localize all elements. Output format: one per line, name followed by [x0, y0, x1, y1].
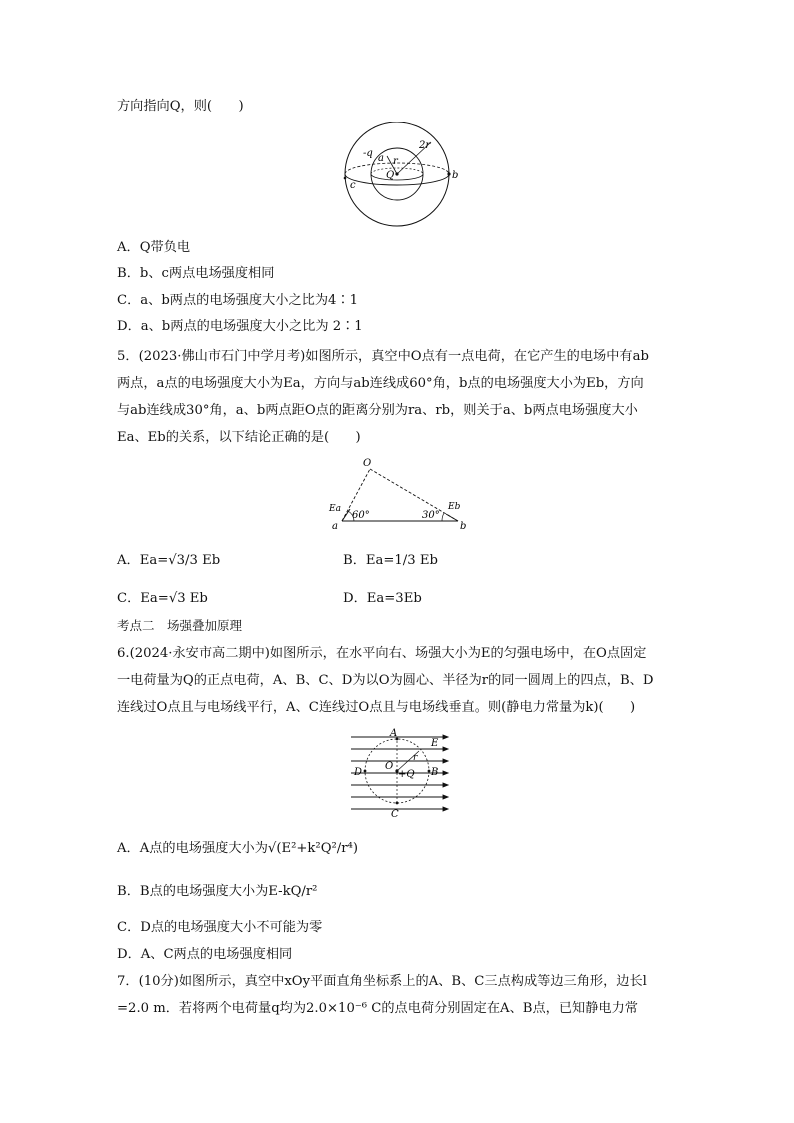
q7-line-1: 7．(10分)如图所示，真空中xOy平面直角坐标系上的A、B、C三点构成等边三角形，边长l [117, 974, 647, 989]
q6-option-b: B．B点的电场强度大小为E-kQ/r² [117, 884, 318, 899]
q5-option-a: A．Ea=√3/3 Eb [117, 553, 221, 568]
q5-line-2: 两点，a点的电场强度大小为Ea，方向与ab连线成60°角，b点的电场强度大小为Eb，方向 [117, 376, 644, 391]
q5-label-30: 30° [422, 510, 440, 521]
q5-line-3: 与ab连线成30°角，a、b两点距O点的距离分别为ra、rb，则关于a、b两点电场强度大小 [117, 403, 638, 418]
q5-option-b: B．Ea=1/3 Eb [343, 553, 438, 568]
q5-label-O: O [363, 458, 372, 469]
q5-option-c: C．Ea=√3 Eb [117, 591, 208, 606]
q4-label-Q: Q [386, 170, 395, 181]
q5-line-4: Ea、Eb的关系，以下结论正确的是( ) [117, 430, 361, 445]
q5-figure [326, 455, 476, 531]
q6-label-O: O [385, 761, 394, 772]
q4-option-d: D．a、b两点的电场强度大小之比为 2∶1 [117, 319, 363, 334]
intro-line: 方向指向Q，则( ) [117, 99, 244, 114]
q6-label-A: A [390, 728, 398, 739]
q5-label-60: 60° [352, 510, 370, 521]
q6-label-C: C [391, 809, 399, 819]
q5-option-d: D．Ea=3Eb [343, 591, 422, 606]
q6-option-c: C．D点的电场强度大小不可能为零 [117, 920, 323, 935]
q4-option-a: A．Q带负电 [117, 240, 191, 255]
q4-option-b: B．b、c两点电场强度相同 [117, 266, 275, 281]
q4-label-minus-q: -q [363, 148, 373, 159]
q4-figure [335, 122, 465, 228]
q5-label-Eb: Eb [448, 502, 461, 512]
q4-label-c: c [350, 180, 356, 191]
q6-line-3: 连线过O点且与电场线平行，A、C连线过O点且与电场线垂直。则(静电力常量为k)( ) [117, 700, 636, 715]
q6-label-D: D [354, 767, 363, 778]
q4-option-c: C．a、b两点的电场强度大小之比为4∶1 [117, 293, 358, 308]
q6-label-B: B [431, 767, 439, 778]
q5-label-b: b [460, 521, 467, 531]
q6-option-d: D．A、C两点的电场强度相同 [117, 947, 293, 962]
q4-label-2r: 2r [419, 140, 431, 151]
q6-line-2: 一电荷量为Q的正点电荷，A、B、C、D为以O为圆心、半径为r的同一圆周上的四点，B、D [117, 673, 654, 688]
q5-line-1: 5．(2023·佛山市石门中学月考)如图所示，真空中O点有一点电荷，在它产生的电场中有ab [117, 349, 649, 364]
q6-option-a: A．A点的电场强度大小为√(E²+k²Q²/r⁴) [117, 841, 358, 856]
section-heading: 考点二 场强叠加原理 [117, 618, 243, 633]
q5-label-a: a [332, 521, 338, 531]
q4-label-a: a [378, 153, 384, 164]
q6-label-Q: +Q [398, 769, 415, 780]
q6-figure [345, 727, 450, 819]
q4-label-r: r [393, 156, 398, 167]
q6-line-1: 6.(2024·永安市高二期中)如图所示，在水平向右、场强大小为E的匀强电场中，在O点固定 [117, 646, 647, 661]
q5-label-Ea: Ea [329, 504, 341, 514]
q7-line-2: =2.0 m．若将两个电荷量q均为2.0×10⁻⁶ C的点电荷分别固定在A、B点，已知静电力常 [117, 1001, 638, 1016]
q4-label-b: b [452, 170, 459, 181]
q6-label-r: r [413, 753, 418, 763]
q6-label-E: E [431, 738, 439, 749]
